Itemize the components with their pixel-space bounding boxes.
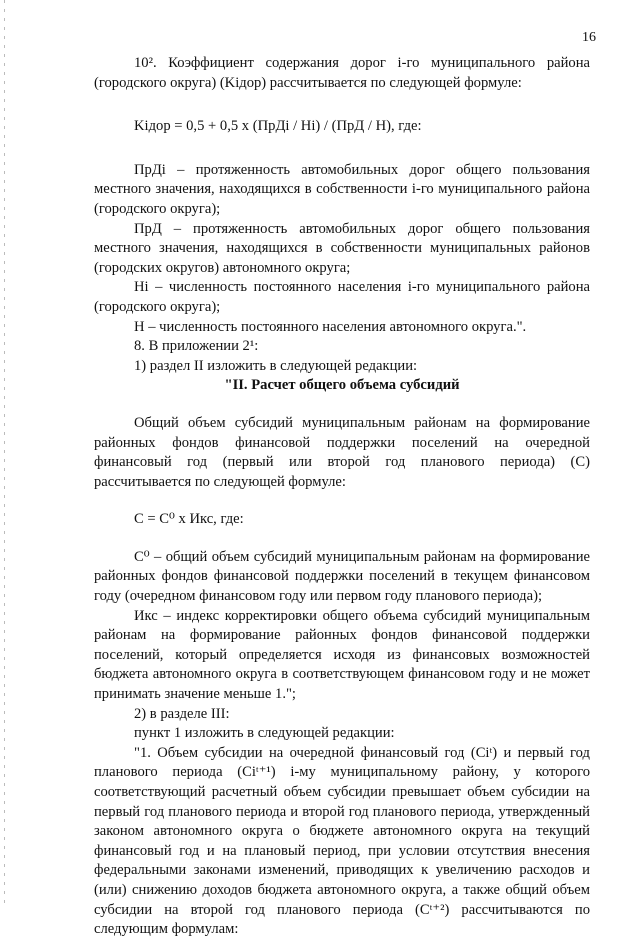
- scan-edge-marks: [4, 0, 5, 905]
- definition-prd-i: ПрДi – протяженность автомобильных дорог общего пользования местного значения, находящихся в собственности i-го муниципального района (городского округа);: [94, 161, 590, 217]
- paragraph-10-2: 10². Коэффициент содержания дорог i-го муниципального района (городского округа) (Kiдор) рассчитывается по следующей формуле:: [94, 55, 590, 91]
- paragraph-8: 8. В приложении 2¹:: [134, 338, 259, 355]
- definition-n: Н – численность постоянного населения автономного округа.".: [134, 318, 527, 335]
- section-heading: "II. Расчет общего объема субсидий: [224, 377, 460, 394]
- paragraph-subsidy-volume: "1. Объем субсидии на очередной финансовый год (Ciᵗ) и первый год планового периода (Ciᵗ⁺¹) i-му муниципальному району, у которого соответствующий расчетный объем субсидии превышает объем субсидии на первый год планового периода и второй год планового периода, утвержденный законом автономного округа о бюджете автономного округа на текущий финансовый год и на плановый период, при условии отсутствия внесения федеральными законами изменений, приводящих к увеличению расходов и (или) снижению доходов бюджета автономного округа, а также общий объем субсидии на второй год планового периода (Cᵗ⁺²) рассчитываются по следующим формулам:: [94, 744, 590, 938]
- paragraph-8-item-1: 1) раздел II изложить в следующей редакции:: [134, 357, 418, 374]
- paragraph-section-3: 2) в разделе III:: [134, 705, 230, 722]
- document-body: [94, 54, 590, 940]
- formula-total-subsidy: С = С⁰ x Икс, где:: [134, 511, 244, 528]
- definition-n-i: Нi – численность постоянного населения i-го муниципального района (городского округа);: [94, 279, 590, 315]
- definition-prd: ПрД – протяженность автомобильных дорог общего пользования местного значения, находящихся в собственности муниципальных районов (городских округов) автономного округа;: [94, 220, 590, 276]
- formula-road-coefficient: Kiдор = 0,5 + 0,5 x (ПрДi / Нi) / (ПрД / Н), где:: [134, 118, 422, 135]
- definition-iks: Икс – индекс корректировки общего объема субсидий муниципальным районам на формирование районных фондов финансовой поддержки поселений, который определяется исходя из финансовых возможностей бюджета автономного округа в соответствующем финансовом году и не может принимать значение меньше 1.";: [94, 607, 590, 703]
- paragraph-point-1: пункт 1 изложить в следующей редакции:: [134, 725, 395, 742]
- paragraph-total-subsidy: Общий объем субсидий муниципальным районам на формирование районных фондов финансовой поддержки поселений на очередной финансовый год (первый или второй год планового периода) (С) рассчитывается по следующей формуле:: [94, 414, 590, 490]
- page-number: 16: [582, 30, 596, 45]
- definition-c0: С⁰ – общий объем субсидий муниципальным районам на формирование районных фондов финансовой поддержки поселений в текущем финансовом году (очередном финансовом году или первом году планового периода);: [94, 548, 590, 605]
